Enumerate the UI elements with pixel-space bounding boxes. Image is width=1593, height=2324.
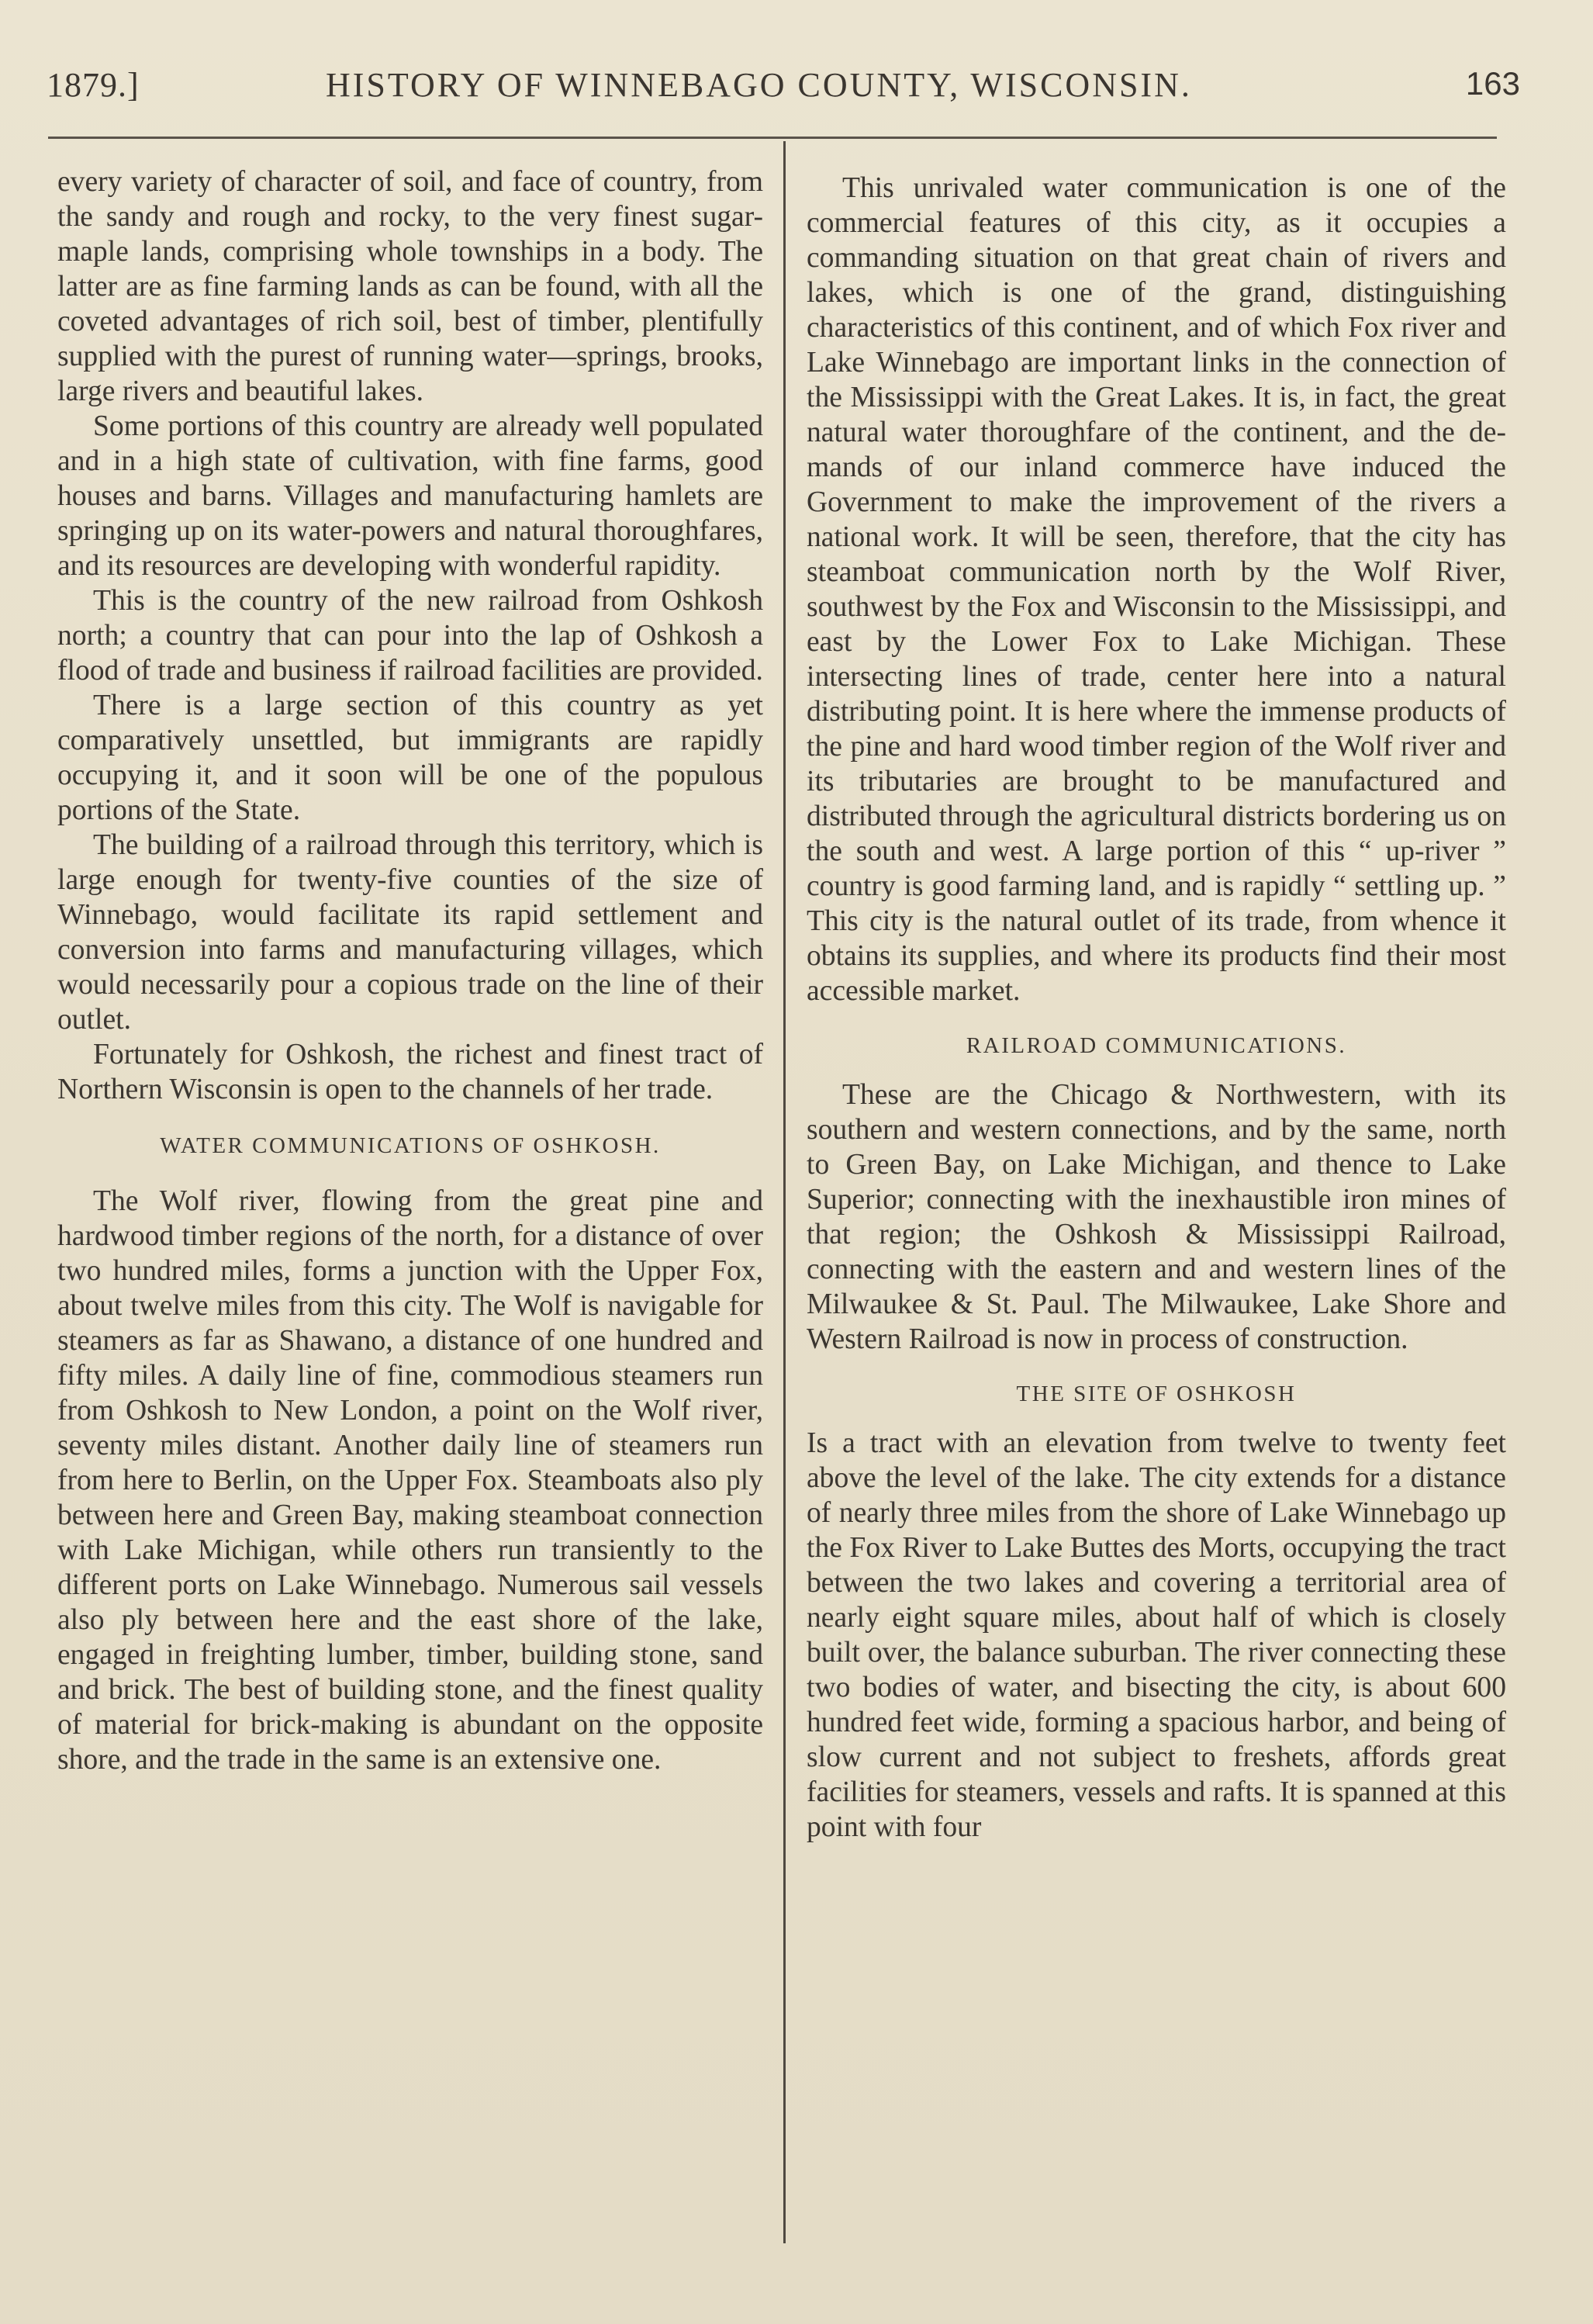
header-rule	[48, 137, 1497, 139]
right-column	[807, 171, 1506, 1845]
paragraph: The building of a railroad through this territory, which is large enough for twenty-five counties of the size of Winnebago, would facilitate its rapid settlement and conversion into farms and manufacturing villages, which would necessarily pour a copious trade on the line of their outlet.	[57, 829, 763, 1036]
section-heading-site: THE SITE OF OSHKOSH	[1016, 1382, 1297, 1406]
paragraph: Is a tract with an elevation from twelve to twenty feet above the level of the lake. The city extends for a distance of nearly three miles from the shore of Lake Winnebago up the Fox River to Lake Buttes des Morts, occupying the tract between the two lakes and covering a territorial area of nearly eight square miles, about half of which is closely built over, the balance suburban. The river connecting these two bodies of water, and bisecting the city, is about 600 hundred feet wide, forming a spacious harbor, and being of slow current and not subject to freshets, affords great facilities for steamers, vessels and rafts. It is spanned at this point with four	[807, 1427, 1506, 1843]
header-year: 1879.]	[47, 66, 140, 104]
page-number: 163	[1465, 65, 1520, 102]
left-column	[57, 164, 763, 1777]
paragraph: The Wolf river, flowing from the great pine and hardwood timber regions of the north, for a distance of over two hundred miles, forms a junction with the Upper Fox, about twelve miles from this city. The Wolf is navigable for steamers as far as Shawano, a distance of one hundred and fifty miles. A daily line of fine, commodious steamers run from Oshkosh to New London, a point on the Wolf river, seventy miles distant. Another daily line of steamers run from here to Berlin, on the Upper Fox. Steamboats also ply between here and Green Bay, making steamboat connection with Lake Michigan, while others run transiently to the different ports on Lake Winnebago. Numerous sail vessels also ply between here and the east shore of the lake, engaged in freighting lumber, timber, building stone, sand and brick. The best of building stone, and the finest quality of material for brick-making is abundant on the opposite shore, and the trade in the same is an extensive one.	[57, 1185, 763, 1776]
column-divider	[783, 141, 786, 2243]
section-heading-water: WATER COMMUNICATIONS OF OSHKOSH.	[160, 1133, 661, 1158]
paragraph: Fortunately for Oshkosh, the richest and finest tract of Northern Wisconsin is open to the channels of her trade.	[57, 1039, 763, 1105]
paragraph: Some portions of this country are already well populated and in a high state of cultivation, with fine farms, good houses and barns. Villages and manufacturing hamlets are springing up on its water-powers and natural thoroughfares, and its resources are developing with wonderful rapidity.	[57, 410, 763, 582]
paragraph: These are the Chicago & Northwestern, with its southern and western connections, and by the same, north to Green Bay, on Lake Michigan, and thence to Lake Superior; connecting with the inexhaustible iron mines of that region; the Oshkosh & Mississippi Railroad, connecting with the eastern and and western lines of the Milwaukee & St. Paul. The Milwaukee, Lake Shore and Western Railroad is now in process of construction.	[807, 1079, 1506, 1355]
section-heading-railroad: RAILROAD COMMUNICATIONS.	[966, 1033, 1347, 1058]
paragraph: every variety of character of soil, and face of country, from the sandy and rough and rocky, to the very finest sugar-maple lands, comprising whole townships in a body. The latter are as fine farming lands as can be found, with all the coveted advantages of rich soil, best of timber, plentifully supplied with the purest of running water—springs, brooks, large rivers and beautiful lakes.	[57, 166, 763, 407]
running-header	[47, 65, 1520, 112]
paragraph: This is the country of the new railroad from Oshkosh north; a country that can pour into the lap of Oshkosh a flood of trade and business if railroad facilities are provided.	[57, 585, 763, 686]
header-title: HISTORY OF WINNEBAGO COUNTY, WISCONSIN.	[326, 66, 1192, 104]
paragraph: This unrivaled water communication is one of the commercial features of this city, as it occupies a commanding situation on that great chain of rivers and lakes, which is one of the grand, distinguishing characteristics of this continent, and of which Fox river and Lake Winnebago are important links in the connection of the Mississippi with the Great Lakes. It is, in fact, the great natural water thoroughfare of the continent, and the demands of our inland commerce have induced the Government to make the improvement of the rivers a national work. It will be seen, therefore, that the city has steamboat communication north by the Wolf River, southwest by the Fox and Wisconsin to the Mississippi, and east by the Lower Fox to Lake Michigan. These intersecting lines of trade, center here into a natural distributing point. It is here where the immense products of the pine and hard wood timber region of the Wolf river and its tributaries are brought to be manufactured and distributed through the agricultural districts bordering us on the south and west. A large portion of this “ up-river ” country is good farming land, and is rapidly “ settling up. ” This city is the natural outlet of its trade, from whence it obtains its supplies, and where its products find their most accessible market.	[807, 172, 1506, 1007]
paragraph: There is a large section of this country as yet comparatively unsettled, but immigrants are rapidly occupying it, and it soon will be one of the populous portions of the State.	[57, 690, 763, 826]
